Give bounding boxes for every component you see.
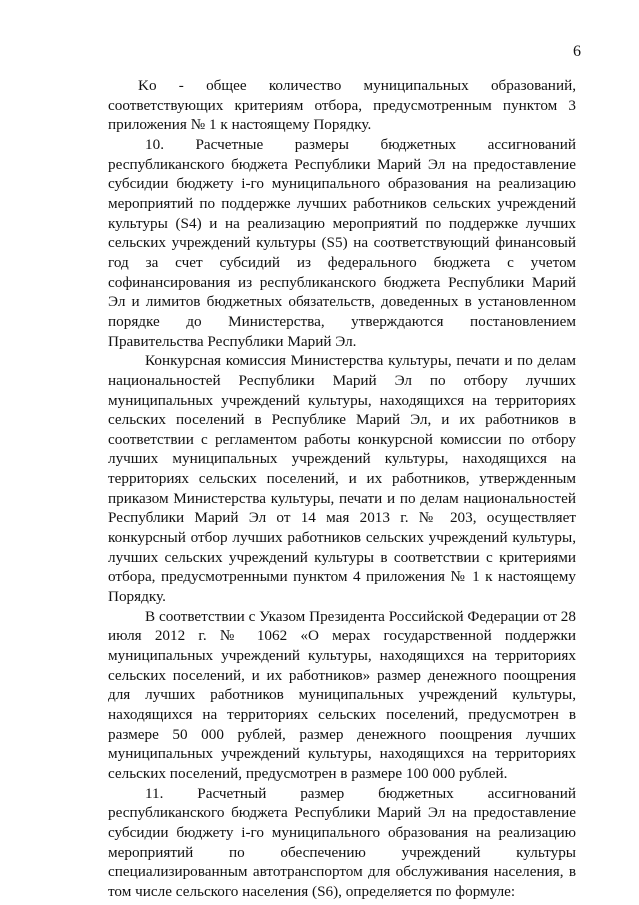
- paragraph-item-11: 11. Расчетный размер бюджетных ассигнований республиканского бюджета Республики Марий Эл на предоставление субсидии бюджету i-го муниципального образования на реализацию мероприятий по обеспечению учреждений культуры специализированным автотранспортом для обслуживания населения, в том числе сельского населения (S6), определяется по формуле:: [108, 784, 576, 900]
- document-body: [108, 76, 576, 902]
- paragraph-ko-definition: Ko - общее количество муниципальных образований, соответствующих критериям отбора, предусмотренным пунктом 3 приложения № 1 к настоящему Порядку.: [108, 77, 576, 134]
- paragraph-competition-commission: Конкурсная комиссия Министерства культуры, печати и по делам национальностей Республики Марий Эл по отбору лучших муниципальных учреждений культуры, находящихся на территориях сельских поселений в Республике Марий Эл, и их работников в соответствии с регламентом работы конкурсной комиссии по отбору лучших муниципальных учреждений культуры, находящихся на территориях сельских поселений, и их работников, утвержденным приказом Министерства культуры, печати и по делам национальностей Республики Марий Эл от 14 мая 2013 г. № 203, осуществляет конкурсный отбор лучших работников сельских учреждений культуры, лучших сельских учреждений культуры в соответствии с критериями отбора, предусмотренными пунктом 4 приложения № 1 к настоящему Порядку.: [108, 352, 576, 606]
- page-number: 6: [573, 43, 581, 60]
- paragraph-presidential-decree: В соответствии с Указом Президента Российской Федерации от 28 июля 2012 г. № 1062 «О мерах государственной поддержки муниципальных учреждений культуры, находящихся на территориях сельских поселений, и их работников» размер денежного поощрения для лучших работников муниципальных учреждений культуры, находящихся на территориях сельских поселений, предусмотрен в размере 50 000 рублей, размер денежного поощрения лучших муниципальных учреждений культуры, находящихся на территориях сельских поселений, предусмотрен в размере 100 000 рублей.: [108, 607, 576, 782]
- paragraph-item-10: 10. Расчетные размеры бюджетных ассигнований республиканского бюджета Республики Марий Эл на предоставление субсидии бюджету i-го муниципального образования на реализацию мероприятий по поддержке лучших работников сельских учреждений культуры (S4) и на реализацию мероприятий по поддержке лучших сельских учреждений культуры (S5) на соответствующий финансовый год за счет субсидий из федерального бюджета с учетом софинансирования из республиканского бюджета Республики Марий Эл и лимитов бюджетных обязательств, доведенных в установленном порядке до Министерства, утверждаются постановлением Правительства Республики Марий Эл.: [108, 135, 576, 350]
